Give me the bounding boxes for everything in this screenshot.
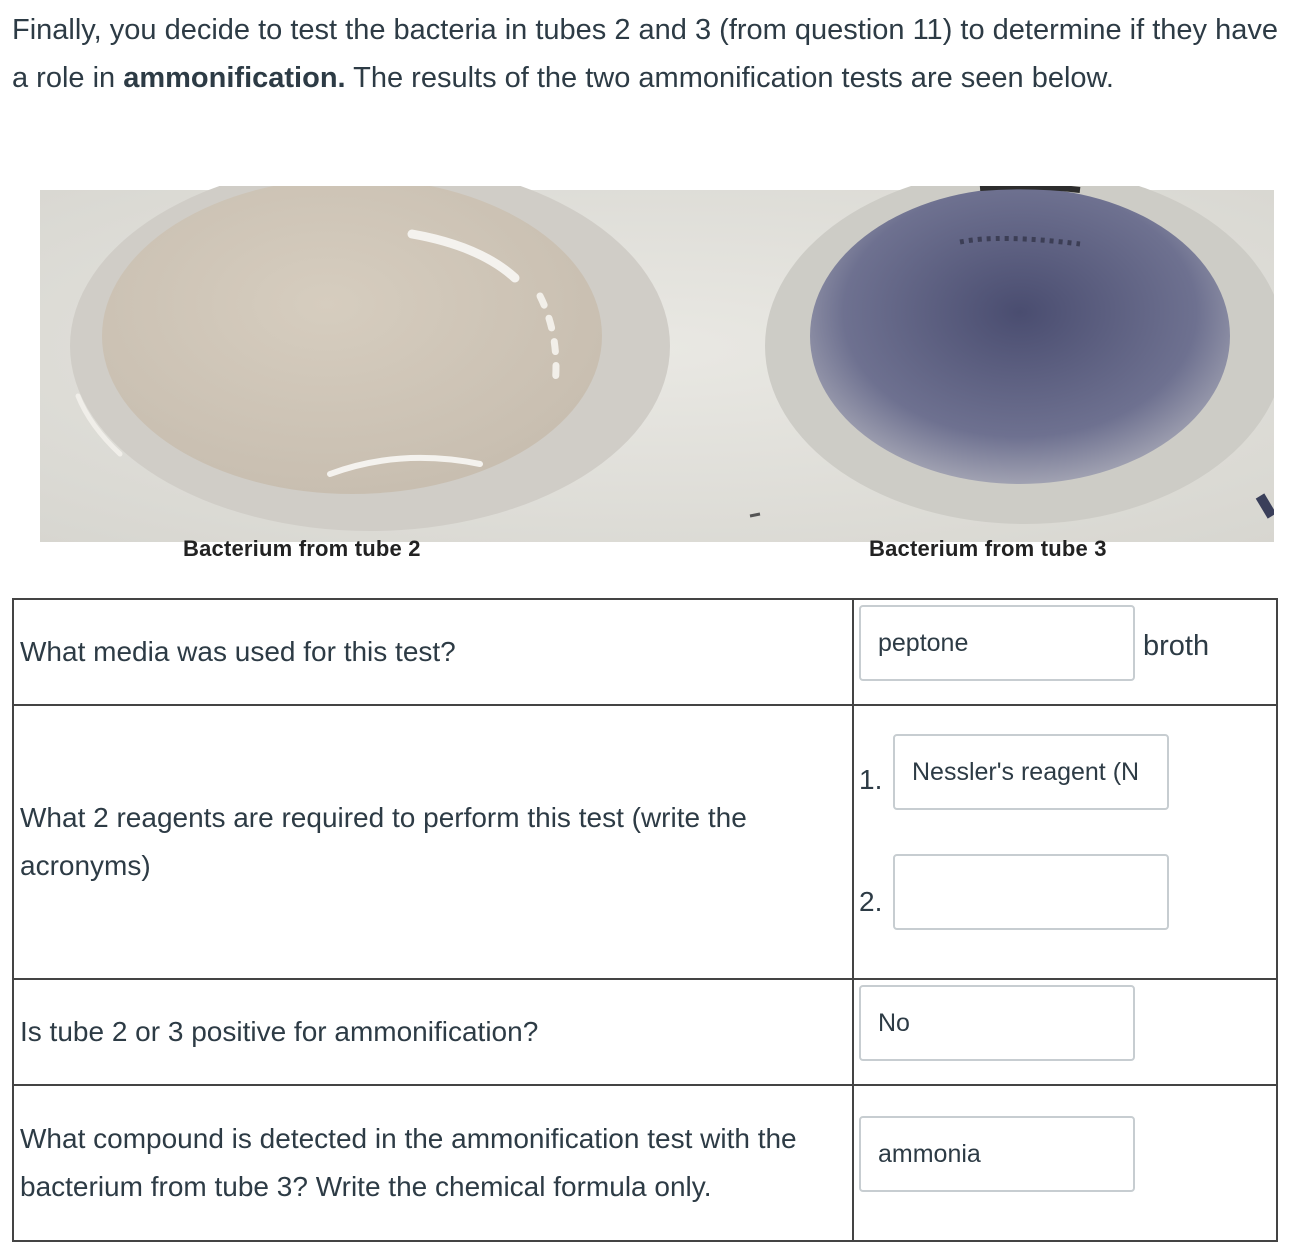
intro-paragraph <box>12 6 1282 102</box>
test-plates-image <box>40 186 1274 574</box>
table-row <box>13 1085 1277 1241</box>
question-positive-tube: Is tube 2 or 3 positive for ammonification? <box>13 979 853 1085</box>
intro-bold-term: ammonification. <box>123 62 346 94</box>
answer-cell-compound <box>853 1085 1277 1241</box>
question-media: What media was used for this test? <box>13 599 853 705</box>
reagent-2-field[interactable] <box>893 854 1169 930</box>
answer-cell-reagents <box>853 705 1277 979</box>
media-suffix-text: broth <box>1143 630 1210 662</box>
media-answer-field[interactable]: peptone <box>859 605 1135 681</box>
intro-text-start: Finally, you decide to test the bacteria in tubes 2 and 3 (from question 11) to determine if they have a role in <box>12 14 1278 94</box>
question-table <box>12 598 1278 1242</box>
label-tube-2: Bacterium from tube 2 <box>183 536 421 561</box>
answer-cell-positive <box>853 979 1277 1085</box>
label-tube-3: Bacterium from tube 3 <box>869 536 1107 561</box>
table-row <box>13 599 1277 705</box>
question-reagents: What 2 reagents are required to perform this test (write the acronyms) <box>13 705 853 979</box>
answer-cell-media <box>853 599 1277 705</box>
positive-tube-field[interactable]: No <box>859 985 1135 1061</box>
question-compound: What compound is detected in the ammonification test with the bacterium from tube 3? Write the chemical formula only. <box>13 1085 853 1241</box>
table-row <box>13 979 1277 1085</box>
ammonification-test-photo <box>40 186 1274 574</box>
table-row <box>13 705 1277 979</box>
compound-answer-field[interactable]: ammonia <box>859 1116 1135 1192</box>
reagent-2-number: 2. <box>859 886 883 917</box>
reagent-1-number: 1. <box>859 764 883 795</box>
reagent-1-field[interactable]: Nessler's reagent (N <box>893 734 1169 810</box>
intro-text-end: The results of the two ammonification tests are seen below. <box>345 62 1114 94</box>
